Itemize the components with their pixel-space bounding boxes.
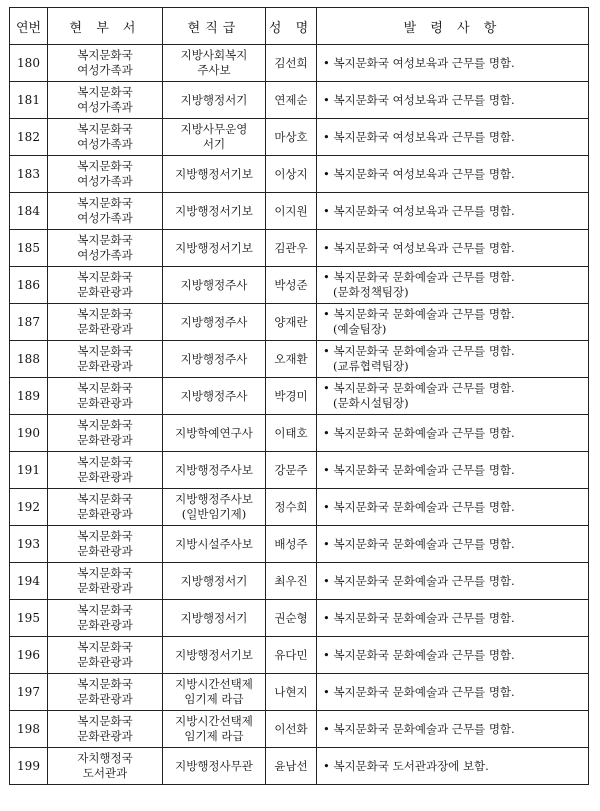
row-no: [10, 563, 48, 600]
table-row: [10, 119, 589, 156]
row-department: [48, 378, 163, 415]
row-no: [10, 119, 48, 156]
row-no-text: 189: [17, 388, 40, 403]
row-rank: [163, 711, 266, 748]
row-rank-text: 지방행정주사: [180, 351, 248, 366]
row-department: [48, 304, 163, 341]
row-name: [266, 415, 317, 452]
personnel-order-document: [9, 7, 589, 785]
row-no-text: 184: [17, 203, 40, 218]
row-order-text: • 복지문화국 문화예술과 근무를 명함.: [323, 425, 515, 440]
row-rank-text: 지방사회복지 주사보: [180, 48, 248, 77]
row-rank: [163, 193, 266, 230]
row-name: [266, 489, 317, 526]
row-order-text: • 복지문화국 문화예술과 근무를 명함.: [323, 499, 515, 514]
row-order-title: (교류협력팀장): [333, 359, 409, 373]
row-rank: [163, 748, 266, 785]
row-order: [317, 415, 589, 452]
row-no-text: 180: [17, 55, 40, 70]
row-no-text: 193: [17, 536, 40, 551]
table-row: [10, 156, 589, 193]
row-order: [317, 674, 589, 711]
row-no-text: 195: [17, 610, 40, 625]
row-no-text: 183: [17, 166, 40, 181]
row-no-text: 188: [17, 351, 40, 366]
table-row: [10, 489, 589, 526]
row-department-text: 복지문화국 문화관광과: [77, 381, 133, 410]
row-rank-text: 지방행정주사보: [175, 462, 253, 477]
row-name-text: 윤남선: [274, 758, 308, 773]
row-department-text: 복지문화국 문화관광과: [77, 455, 133, 484]
row-department: [48, 341, 163, 378]
table-row: [10, 378, 589, 415]
row-no-text: 182: [17, 129, 40, 144]
table-row: [10, 230, 589, 267]
row-name-text: 이상지: [274, 166, 308, 181]
row-name-text: 양재란: [274, 314, 308, 329]
row-name: [266, 119, 317, 156]
row-rank-text: 지방시간선택제 임기제 라급: [175, 677, 253, 706]
row-rank-text: 지방행정주사: [180, 314, 248, 329]
row-no: [10, 304, 48, 341]
table-body: [10, 45, 589, 785]
row-order-text: • 복지문화국 여성보육과 근무를 명함.: [323, 55, 515, 70]
row-no: [10, 45, 48, 82]
row-department-text: 복지문화국 여성가족과: [77, 233, 133, 262]
row-no-text: 181: [17, 92, 40, 107]
row-order: [317, 156, 589, 193]
row-name-text: 권순형: [274, 610, 308, 625]
row-order-text: • 복지문화국 문화예술과 근무를 명함.: [323, 610, 515, 625]
row-name-text: 최우진: [274, 573, 308, 588]
row-no-text: 187: [17, 314, 40, 329]
row-department: [48, 119, 163, 156]
row-name-text: 이태호: [274, 425, 308, 440]
row-name-text: 오재환: [274, 351, 308, 366]
row-order-text: • 복지문화국 문화예술과 근무를 명함.: [323, 536, 515, 551]
row-department-text: 복지문화국 여성가족과: [77, 196, 133, 225]
row-order: [317, 526, 589, 563]
row-no: [10, 637, 48, 674]
row-no-text: 191: [17, 462, 40, 477]
row-name: [266, 304, 317, 341]
row-rank: [163, 230, 266, 267]
row-name: [266, 341, 317, 378]
row-department-text: 복지문화국 문화관광과: [77, 640, 133, 669]
row-department: [48, 563, 163, 600]
row-name: [266, 45, 317, 82]
row-order-text: • 복지문화국 여성보육과 근무를 명함.: [323, 129, 515, 144]
row-no-text: 190: [17, 425, 40, 440]
row-department-text: 복지문화국 문화관광과: [77, 492, 133, 521]
row-no-text: 186: [17, 277, 40, 292]
row-rank: [163, 119, 266, 156]
row-order: [317, 489, 589, 526]
row-rank: [163, 489, 266, 526]
row-no: [10, 748, 48, 785]
row-order-text: • 복지문화국 여성보육과 근무를 명함.: [323, 240, 515, 255]
table-row: [10, 563, 589, 600]
row-department: [48, 45, 163, 82]
row-no: [10, 378, 48, 415]
table-row: [10, 748, 589, 785]
row-order: [317, 119, 589, 156]
row-no: [10, 415, 48, 452]
row-no: [10, 711, 48, 748]
row-order-text: • 복지문화국 문화예술과 근무를 명함.: [323, 307, 515, 321]
header-rank: 현직급: [163, 8, 266, 45]
row-department: [48, 193, 163, 230]
row-rank: [163, 526, 266, 563]
row-order: [317, 378, 589, 415]
row-rank-text: 지방행정서기: [180, 610, 248, 625]
row-name-text: 유다민: [274, 647, 308, 662]
row-name: [266, 674, 317, 711]
row-rank: [163, 267, 266, 304]
row-name: [266, 267, 317, 304]
row-no: [10, 489, 48, 526]
row-order: [317, 711, 589, 748]
row-rank: [163, 563, 266, 600]
row-order-text: • 복지문화국 여성보육과 근무를 명함.: [323, 92, 515, 107]
table-row: [10, 711, 589, 748]
row-no: [10, 341, 48, 378]
row-department-text: 복지문화국 문화관광과: [77, 418, 133, 447]
row-department: [48, 156, 163, 193]
row-rank-text: 지방행정서기보: [175, 203, 253, 218]
row-no: [10, 156, 48, 193]
row-no-text: 192: [17, 499, 40, 514]
row-no: [10, 82, 48, 119]
row-order-text: • 복지문화국 문화예술과 근무를 명함.: [323, 270, 515, 284]
row-no-text: 194: [17, 573, 40, 588]
table-row: [10, 82, 589, 119]
table-row: [10, 341, 589, 378]
row-rank: [163, 341, 266, 378]
row-department: [48, 267, 163, 304]
header-department: 현 부 서: [48, 8, 163, 45]
row-order-text: • 복지문화국 문화예술과 근무를 명함.: [323, 721, 515, 736]
row-department-text: 복지문화국 여성가족과: [77, 122, 133, 151]
row-no: [10, 452, 48, 489]
row-order: [317, 193, 589, 230]
row-rank-text: 지방학예연구사: [175, 425, 253, 440]
row-order: [317, 341, 589, 378]
row-order: [317, 637, 589, 674]
row-name: [266, 230, 317, 267]
row-order-title: (문화정책팀장): [333, 285, 409, 299]
row-name-text: 김관우: [274, 240, 308, 255]
row-name-text: 이지원: [274, 203, 308, 218]
header-no: 연번: [10, 8, 48, 45]
row-order: [317, 267, 589, 304]
row-name: [266, 193, 317, 230]
row-order-text: • 복지문화국 여성보육과 근무를 명함.: [323, 166, 515, 181]
table-row: [10, 267, 589, 304]
header-name: 성 명: [266, 8, 317, 45]
row-department-text: 복지문화국 문화관광과: [77, 270, 133, 299]
row-order-text: • 복지문화국 문화예술과 근무를 명함.: [323, 462, 515, 477]
row-department: [48, 489, 163, 526]
row-order: [317, 600, 589, 637]
row-rank-text: 지방행정사무관: [175, 758, 253, 773]
row-department: [48, 452, 163, 489]
table-row: [10, 193, 589, 230]
row-order-title: (문화시설팀장): [333, 396, 409, 410]
row-rank-text: 지방시설주사보: [175, 536, 253, 551]
row-department: [48, 415, 163, 452]
row-name-text: 강문주: [274, 462, 308, 477]
table-row: [10, 45, 589, 82]
row-name: [266, 526, 317, 563]
row-no: [10, 674, 48, 711]
row-department: [48, 82, 163, 119]
row-order-title: (예술팀장): [333, 322, 387, 336]
row-rank-text: 지방행정서기보: [175, 647, 253, 662]
row-name-text: 마상호: [274, 129, 308, 144]
row-rank-text: 지방행정서기: [180, 92, 248, 107]
row-name: [266, 563, 317, 600]
row-no-text: 199: [17, 758, 40, 773]
row-rank: [163, 600, 266, 637]
row-name-text: 이선화: [274, 721, 308, 736]
row-department: [48, 674, 163, 711]
row-rank-text: 지방행정주사: [180, 388, 248, 403]
row-rank: [163, 82, 266, 119]
table-row: [10, 452, 589, 489]
row-rank: [163, 452, 266, 489]
row-order-text: • 복지문화국 도서관과장에 보함.: [323, 758, 489, 773]
row-order: [317, 748, 589, 785]
row-rank-text: 지방시간선택제 임기제 라급: [175, 714, 253, 743]
row-department: [48, 526, 163, 563]
row-rank-text: 지방행정서기: [180, 573, 248, 588]
row-rank-text: 지방행정서기보: [175, 240, 253, 255]
row-department-text: 복지문화국 문화관광과: [77, 307, 133, 336]
row-rank-text: 지방행정서기보: [175, 166, 253, 181]
row-rank: [163, 304, 266, 341]
row-order: [317, 230, 589, 267]
row-name-text: 연제순: [274, 92, 308, 107]
row-order: [317, 45, 589, 82]
row-name-text: 박경미: [274, 388, 308, 403]
row-department-text: 복지문화국 문화관광과: [77, 566, 133, 595]
row-rank: [163, 637, 266, 674]
row-rank-text: 지방행정주사보 (일반임기제): [175, 492, 253, 521]
row-name-text: 배성주: [274, 536, 308, 551]
row-name: [266, 748, 317, 785]
row-name: [266, 156, 317, 193]
row-department: [48, 637, 163, 674]
row-order: [317, 304, 589, 341]
row-department-text: 자치행정국 도서관과: [77, 751, 133, 780]
row-rank: [163, 156, 266, 193]
row-order: [317, 452, 589, 489]
row-name: [266, 82, 317, 119]
row-name-text: 김선희: [274, 55, 308, 70]
personnel-order-table: [9, 7, 589, 785]
row-rank-text: 지방사무운영 서기: [180, 122, 248, 151]
table-row: [10, 304, 589, 341]
table-header-row: [10, 8, 589, 45]
row-department-text: 복지문화국 여성가족과: [77, 48, 133, 77]
row-order-text: • 복지문화국 문화예술과 근무를 명함.: [323, 381, 515, 395]
row-order-text: • 복지문화국 문화예술과 근무를 명함.: [323, 647, 515, 662]
row-name: [266, 600, 317, 637]
header-order: 발 령 사 항: [317, 8, 589, 45]
row-order: [317, 563, 589, 600]
row-department: [48, 600, 163, 637]
row-department-text: 복지문화국 문화관광과: [77, 677, 133, 706]
row-name-text: 나현지: [274, 684, 308, 699]
row-name: [266, 378, 317, 415]
row-name-text: 박성준: [274, 277, 308, 292]
row-no-text: 197: [17, 684, 40, 699]
row-name-text: 정수희: [274, 499, 308, 514]
row-no-text: 185: [17, 240, 40, 255]
row-order: [317, 82, 589, 119]
row-department: [48, 230, 163, 267]
table-row: [10, 600, 589, 637]
row-rank: [163, 45, 266, 82]
table-row: [10, 637, 589, 674]
row-department-text: 복지문화국 여성가족과: [77, 85, 133, 114]
row-order-text: • 복지문화국 문화예술과 근무를 명함.: [323, 344, 515, 358]
row-order-text: • 복지문화국 문화예술과 근무를 명함.: [323, 573, 515, 588]
row-department-text: 복지문화국 여성가족과: [77, 159, 133, 188]
row-name: [266, 452, 317, 489]
row-order-text: • 복지문화국 여성보육과 근무를 명함.: [323, 203, 515, 218]
table-row: [10, 526, 589, 563]
row-rank: [163, 415, 266, 452]
row-department: [48, 748, 163, 785]
row-department-text: 복지문화국 문화관광과: [77, 529, 133, 558]
row-department: [48, 711, 163, 748]
row-name: [266, 637, 317, 674]
row-order-text: • 복지문화국 문화예술과 근무를 명함.: [323, 684, 515, 699]
row-department-text: 복지문화국 문화관광과: [77, 344, 133, 373]
row-no: [10, 526, 48, 563]
row-name: [266, 711, 317, 748]
row-no: [10, 193, 48, 230]
table-row: [10, 674, 589, 711]
row-no: [10, 600, 48, 637]
table-row: [10, 415, 589, 452]
row-department-text: 복지문화국 문화관광과: [77, 603, 133, 632]
row-no-text: 196: [17, 647, 40, 662]
row-rank-text: 지방행정주사: [180, 277, 248, 292]
row-rank: [163, 378, 266, 415]
row-rank: [163, 674, 266, 711]
row-no: [10, 267, 48, 304]
row-no: [10, 230, 48, 267]
row-no-text: 198: [17, 721, 40, 736]
row-department-text: 복지문화국 문화관광과: [77, 714, 133, 743]
